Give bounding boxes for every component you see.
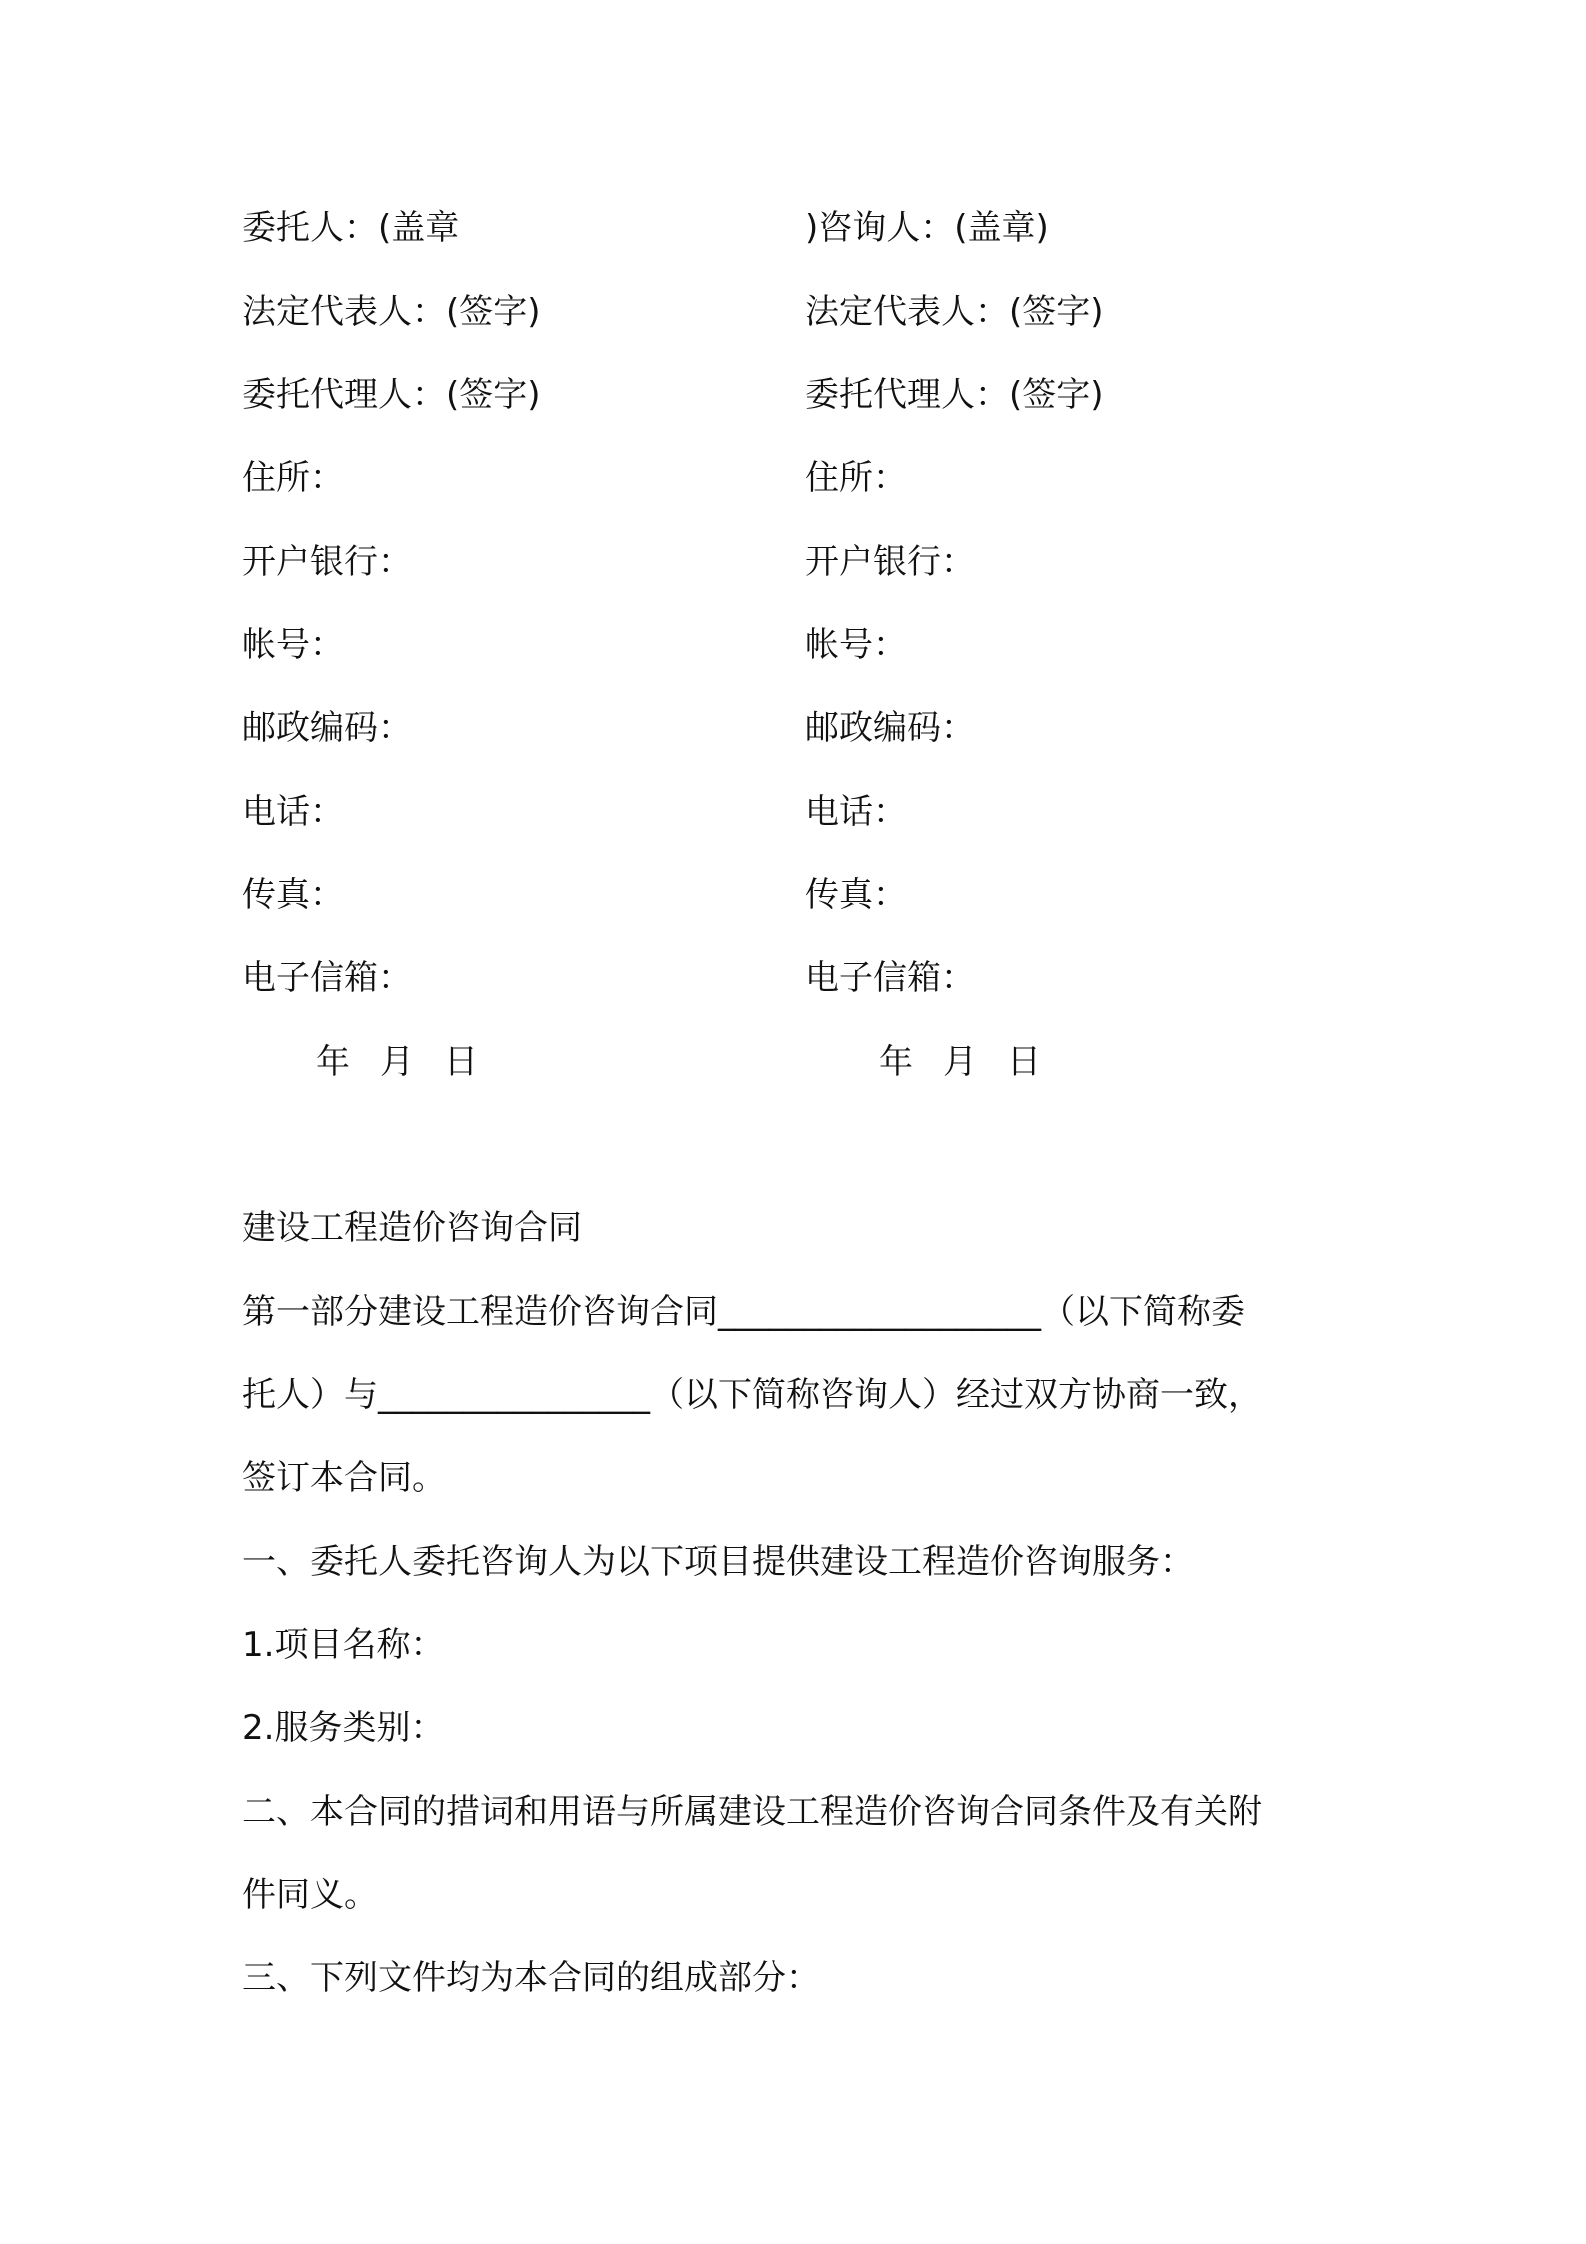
client-phone-label: 电话： xyxy=(242,792,344,832)
contract-line-3: 签订本合同。 xyxy=(242,1458,446,1498)
signature-row-address xyxy=(0,448,1586,508)
consultant-date-day: 日 xyxy=(1007,1042,1041,1082)
signature-row-phone xyxy=(0,782,1586,842)
consultant-address-label: 住所： xyxy=(805,458,907,498)
client-address-label: 住所： xyxy=(242,458,344,498)
signature-row-agent xyxy=(0,365,1586,425)
client-email-label: 电子信箱： xyxy=(242,958,412,998)
client-fax-label: 传真： xyxy=(242,875,344,915)
consultant-agent-label: 委托代理人：(签字) xyxy=(805,375,1104,415)
signature-row-account xyxy=(0,615,1586,675)
client-agent-label: 委托代理人：(签字) xyxy=(242,375,541,415)
contract-title: 建设工程造价咨询合同 xyxy=(242,1208,582,1248)
signature-row-date xyxy=(0,1032,1586,1092)
client-seal-label: 委托人：(盖章 xyxy=(242,208,460,248)
client-legal-rep-label: 法定代表人：(签字) xyxy=(242,292,541,332)
consultant-legal-rep-label: 法定代表人：(签字) xyxy=(805,292,1104,332)
signature-row-email xyxy=(0,948,1586,1008)
signature-row-fax xyxy=(0,865,1586,925)
signature-row-legal-rep xyxy=(0,282,1586,342)
consultant-date-year: 年 xyxy=(879,1042,913,1082)
client-account-label: 帐号： xyxy=(242,625,344,665)
consultant-account-label: 帐号： xyxy=(805,625,907,665)
client-date-day: 日 xyxy=(444,1042,478,1082)
contract-section-two-cont: 件同义。 xyxy=(242,1875,378,1915)
consultant-email-label: 电子信箱： xyxy=(805,958,975,998)
project-name-label: 1.项目名称： xyxy=(242,1625,445,1665)
contract-section-three: 三、下列文件均为本合同的组成部分： xyxy=(242,1958,820,1998)
contract-section-two: 二、本合同的措词和用语与所属建设工程造价咨询合同条件及有关附 xyxy=(242,1792,1262,1832)
client-postcode-label: 邮政编码： xyxy=(242,708,412,748)
contract-line-2: 托人）与________________（以下简称咨询人）经过双方协商一致， xyxy=(242,1375,1262,1415)
client-bank-label: 开户银行： xyxy=(242,542,412,582)
contract-section-one: 一、委托人委托咨询人为以下项目提供建设工程造价咨询服务： xyxy=(242,1542,1194,1582)
client-date xyxy=(316,1032,478,1092)
consultant-date-month: 月 xyxy=(943,1042,977,1082)
signature-row-postcode xyxy=(0,698,1586,758)
signature-row-bank xyxy=(0,532,1586,592)
consultant-postcode-label: 邮政编码： xyxy=(805,708,975,748)
signature-row-party xyxy=(0,198,1586,258)
client-date-month: 月 xyxy=(380,1042,414,1082)
consultant-phone-label: 电话： xyxy=(805,792,907,832)
service-category-label: 2.服务类别： xyxy=(242,1708,445,1748)
client-date-year: 年 xyxy=(316,1042,350,1082)
contract-line-1: 第一部分建设工程造价咨询合同___________________（以下简称委 xyxy=(242,1292,1245,1332)
consultant-bank-label: 开户银行： xyxy=(805,542,975,582)
consultant-fax-label: 传真： xyxy=(805,875,907,915)
consultant-seal-label: )咨询人：(盖章) xyxy=(805,208,1049,248)
consultant-date xyxy=(879,1032,1041,1092)
